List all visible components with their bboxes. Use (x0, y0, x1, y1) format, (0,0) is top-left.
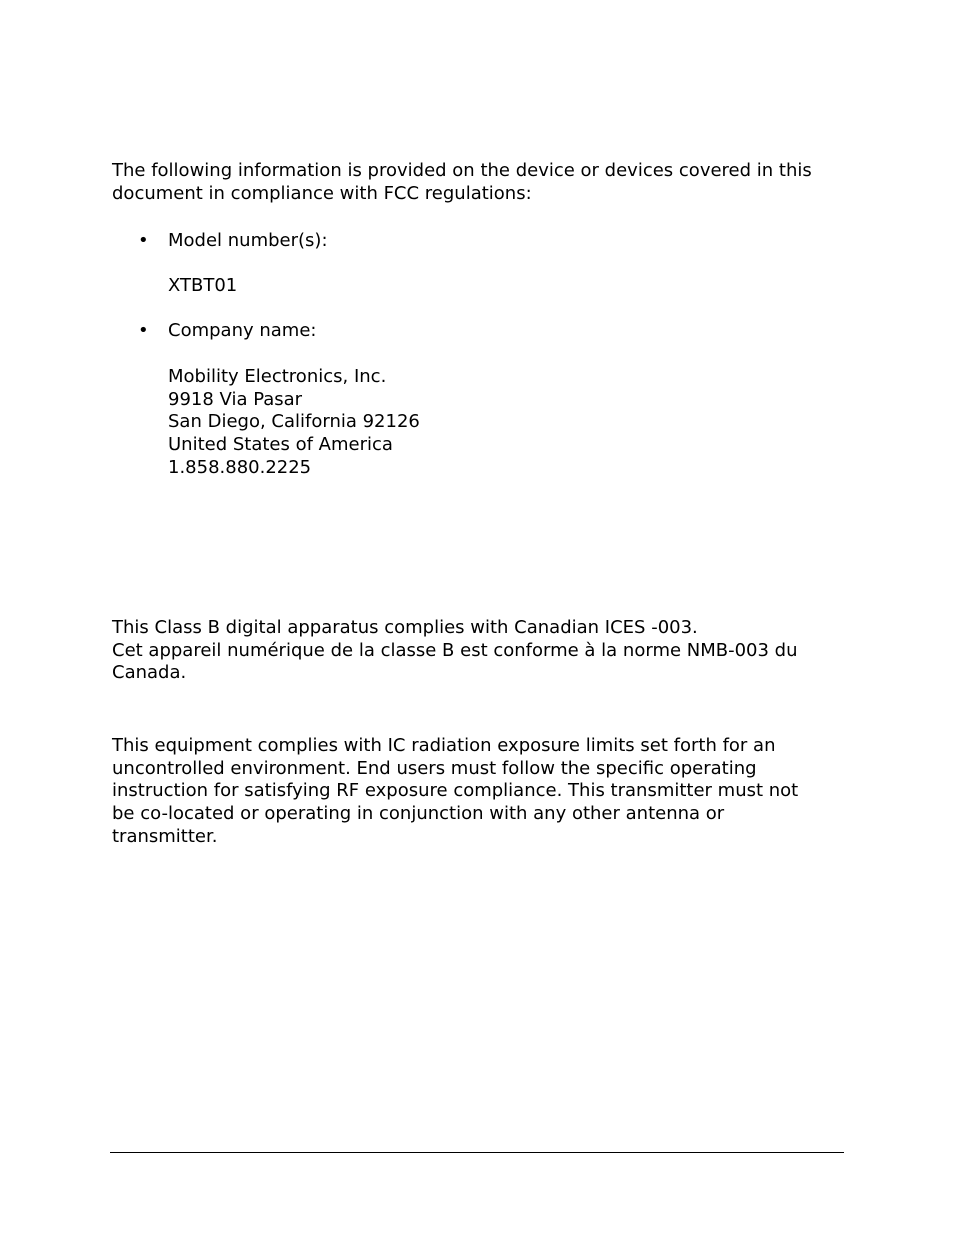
paragraph-line: document in compliance with FCC regulations: (112, 182, 532, 204)
paragraph-line: instruction for satisfying RF exposure compliance. This transmitter must not (112, 780, 799, 802)
fcc-intro-paragraph (112, 160, 852, 205)
city-state-zip-line: San Diego, California 92126 (168, 411, 420, 433)
phone-line: 1.858.880.2225 (168, 456, 312, 478)
paragraph-line: transmitter. (112, 825, 218, 847)
paragraph-line: Cet appareil numérique de la classe B est conforme à la norme NMB-003 du (112, 639, 798, 661)
bullet-marker: • (138, 320, 149, 341)
model-number-label: Model number(s): (168, 230, 328, 251)
bullet-marker: • (138, 230, 149, 251)
company-address-block (168, 366, 828, 480)
ices-compliance-paragraph (112, 617, 852, 685)
company-name-line: Mobility Electronics, Inc. (168, 366, 387, 387)
paragraph-line: Canada. (112, 662, 187, 684)
paragraph-line: This Class B digital apparatus complies with Canadian ICES -003. (112, 617, 698, 638)
paragraph-line: be co-located or operating in conjunction with any other antenna or (112, 803, 725, 825)
street-address-line: 9918 Via Pasar (168, 388, 303, 410)
country-line: United States of America (168, 434, 393, 456)
model-number-line: XTBT01 (168, 275, 238, 296)
paragraph-line: This equipment complies with IC radiation exposure limits set forth for an (112, 735, 776, 756)
paragraph-line: uncontrolled environment. End users must follow the specific operating (112, 757, 757, 779)
ic-rf-exposure-paragraph (112, 735, 852, 849)
company-name-label: Company name: (168, 320, 317, 341)
paragraph-line: The following information is provided on the device or devices covered in this (112, 160, 812, 181)
model-number-value (168, 275, 828, 298)
footer-divider (110, 1152, 844, 1153)
